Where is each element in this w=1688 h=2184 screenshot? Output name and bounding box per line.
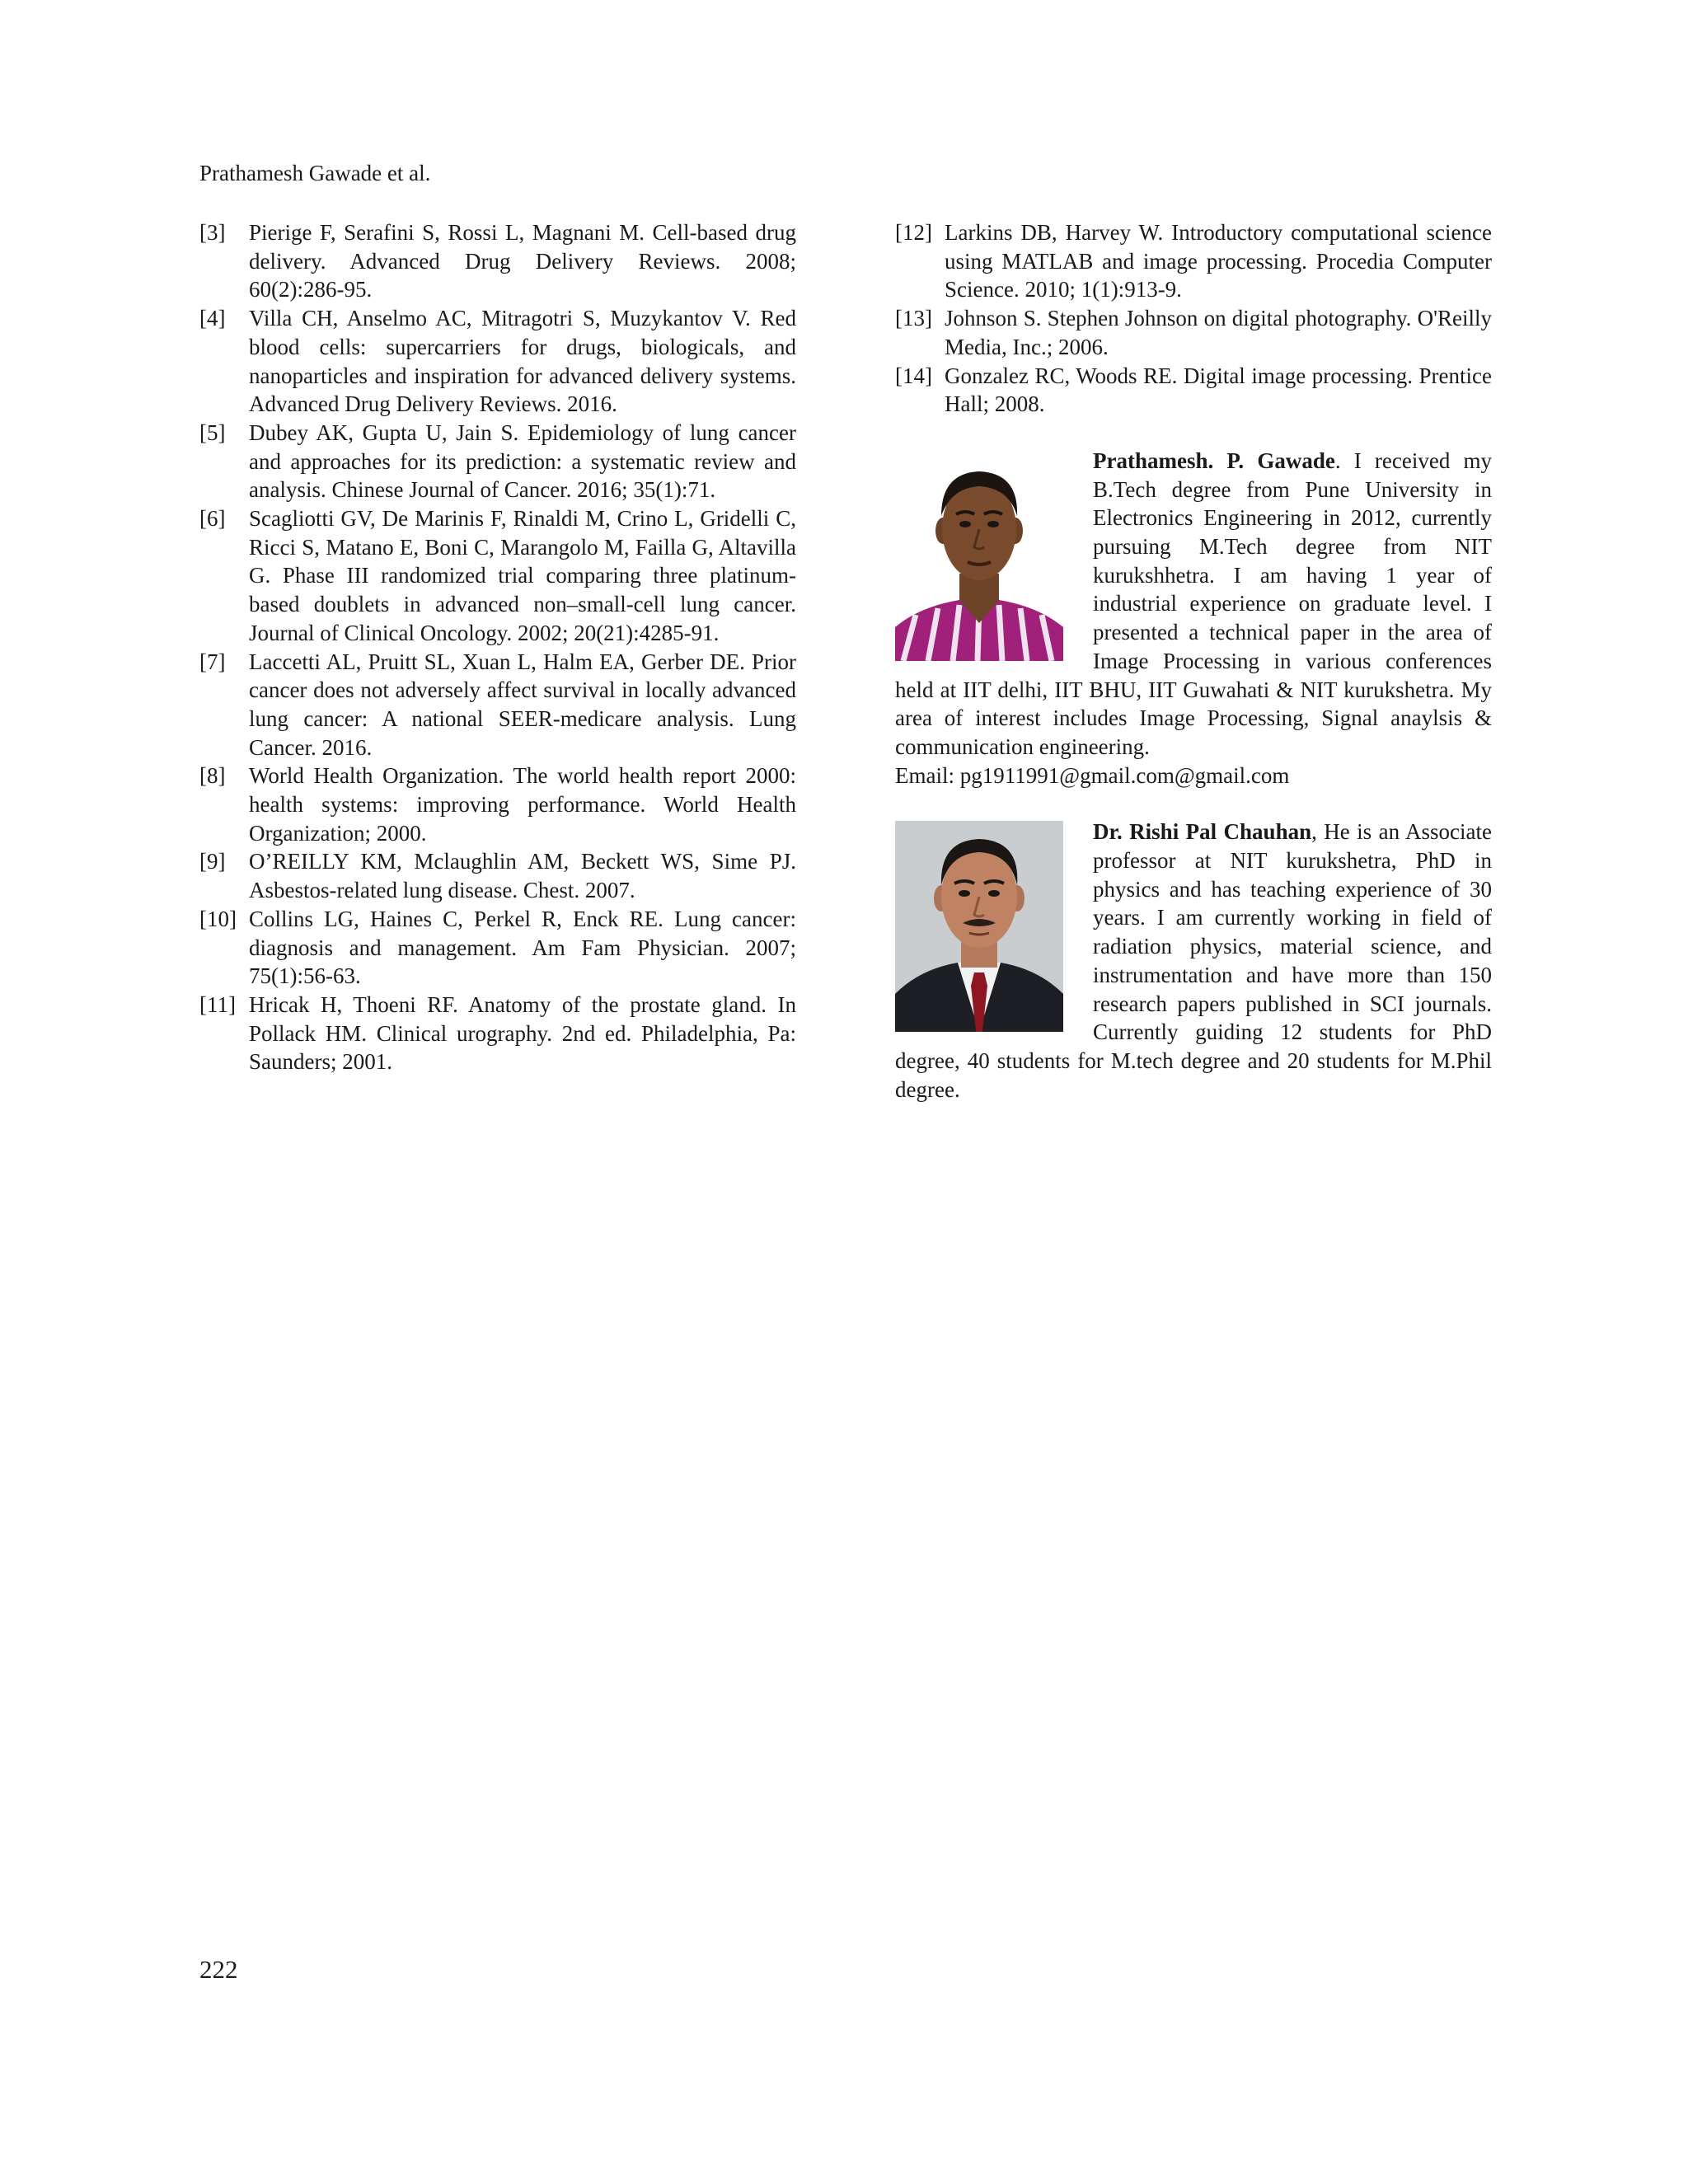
reference-item: [199, 991, 796, 1076]
references-right-column: [895, 218, 1492, 1104]
author-bio-text-chauhan: , He is an Associate professor at NIT kurukshetra, PhD in physics and has teaching experience of 30 years. I am currently working in field of radiation physics, material science, and instrumentation and have more than 150 research papers published in SCI journals. Currently guiding 12 students for PhD degree, 40 students for M.tech degree and 20 students for M.Phil degree.: [895, 819, 1492, 1102]
reference-number: [5]: [199, 419, 226, 445]
reference-number: [9]: [199, 849, 226, 874]
reference-number: [13]: [895, 306, 932, 331]
reference-number: [11]: [199, 991, 236, 1017]
reference-number: [4]: [199, 306, 226, 331]
reference-number: [12]: [895, 220, 932, 245]
author-photo-gawade-portrait: [895, 450, 1063, 661]
reference-number: [8]: [199, 763, 226, 789]
reference-text: Johnson S. Stephen Johnson on digital photography. O'Reilly Media, Inc.; 2006.: [945, 306, 1492, 359]
references-left-column: [199, 218, 796, 1076]
reference-text: Dubey AK, Gupta U, Jain S. Epidemiology of lung cancer and approaches for its prediction: a systematic review and analysis. Chinese Journal of Cancer. 2016; 35(1):71.: [249, 419, 796, 503]
reference-item: [199, 218, 796, 304]
reference-number: [10]: [199, 906, 237, 931]
reference-item: [895, 218, 1492, 304]
reference-item: [199, 419, 796, 504]
reference-text: World Health Organization. The world health report 2000: health systems: improving performance. World Health Organization; 2000.: [249, 763, 796, 846]
reference-number: [3]: [199, 220, 226, 245]
author-name-chauhan: Dr. Rishi Pal Chauhan: [1093, 819, 1312, 845]
reference-item: [199, 847, 796, 904]
running-header: Prathamesh Gawade et al.: [199, 161, 431, 185]
reference-text: Villa CH, Anselmo AC, Mitragotri S, Muzykantov V. Red blood cells: supercarriers for drugs, biologicals, and nanoparticles and inspiration for advanced delivery systems. Advanced Drug Delivery Reviews. 2016.: [249, 306, 796, 417]
page-number: 222: [199, 1955, 238, 1984]
reference-text: Larkins DB, Harvey W. Introductory computational science using MATLAB and image processing. Procedia Computer Science. 2010; 1(1):913-9.: [945, 220, 1492, 302]
author-photo-chauhan: [895, 821, 1063, 1032]
reference-item: [199, 648, 796, 762]
reference-item: [199, 762, 796, 847]
reference-item: [199, 504, 796, 648]
reference-text: O’REILLY KM, Mclaughlin AM, Beckett WS, Sime PJ. Asbestos-related lung disease. Chest. 2007.: [249, 849, 796, 903]
author-photo-gawade: [895, 450, 1063, 661]
author-photo-chauhan-portrait: [895, 821, 1063, 1032]
reference-item: [895, 304, 1492, 361]
author-bio-text-gawade: . I received my B.Tech degree from Pune University in Electronics Engineering in 2012, currently pursuing M.Tech degree from NIT kurukshhetra. I am having 1 year of industrial experience on graduate level. I presented a technical paper in the area of Image Processing in various conferences held at IIT delhi, IIT BHU, IIT Guwahati & NIT kurukshetra. My area of interest includes Image Processing, Signal anaylsis & communication engineering.: [895, 448, 1492, 759]
reference-number: [7]: [199, 649, 226, 674]
reference-item: [895, 362, 1492, 419]
reference-text: Gonzalez RC, Woods RE. Digital image processing. Prentice Hall; 2008.: [945, 363, 1492, 417]
reference-text: Pierige F, Serafini S, Rossi L, Magnani M. Cell-based drug delivery. Advanced Drug Delivery Reviews. 2008; 60(2):286-95.: [249, 220, 796, 302]
reference-number: [14]: [895, 363, 932, 388]
reference-text: Collins LG, Haines C, Perkel R, Enck RE. Lung cancer: diagnosis and management. Am Fam Physician. 2007; 75(1):56-63.: [249, 906, 796, 989]
reference-item: [199, 905, 796, 991]
author-email-gawade: Email: pg1911991@gmail.com@gmail.com: [895, 762, 1290, 788]
reference-text: Hricak H, Thoeni RF. Anatomy of the prostate gland. In Pollack HM. Clinical urography. 2nd ed. Philadelphia, Pa: Saunders; 2001.: [249, 991, 796, 1075]
author-bio-gawade: [895, 447, 1492, 790]
reference-text: Laccetti AL, Pruitt SL, Xuan L, Halm EA, Gerber DE. Prior cancer does not adversely affect survival in locally advanced lung cancer: A national SEER-medicare analysis. Lung Cancer. 2016.: [249, 649, 796, 760]
reference-number: [6]: [199, 506, 226, 532]
author-bio-chauhan: [895, 818, 1492, 1104]
author-name-gawade: Prathamesh. P. Gawade: [1093, 448, 1335, 473]
reference-text: Scagliotti GV, De Marinis F, Rinaldi M, Crino L, Gridelli C, Ricci S, Matano E, Boni C, Marangolo M, Failla G, Altavilla G. Phase III randomized trial comparing three platinum-based doublets in advanced non–small-cell lung cancer. Journal of Clinical Oncology. 2002; 20(21):4285-91.: [249, 506, 796, 645]
reference-item: [199, 304, 796, 419]
